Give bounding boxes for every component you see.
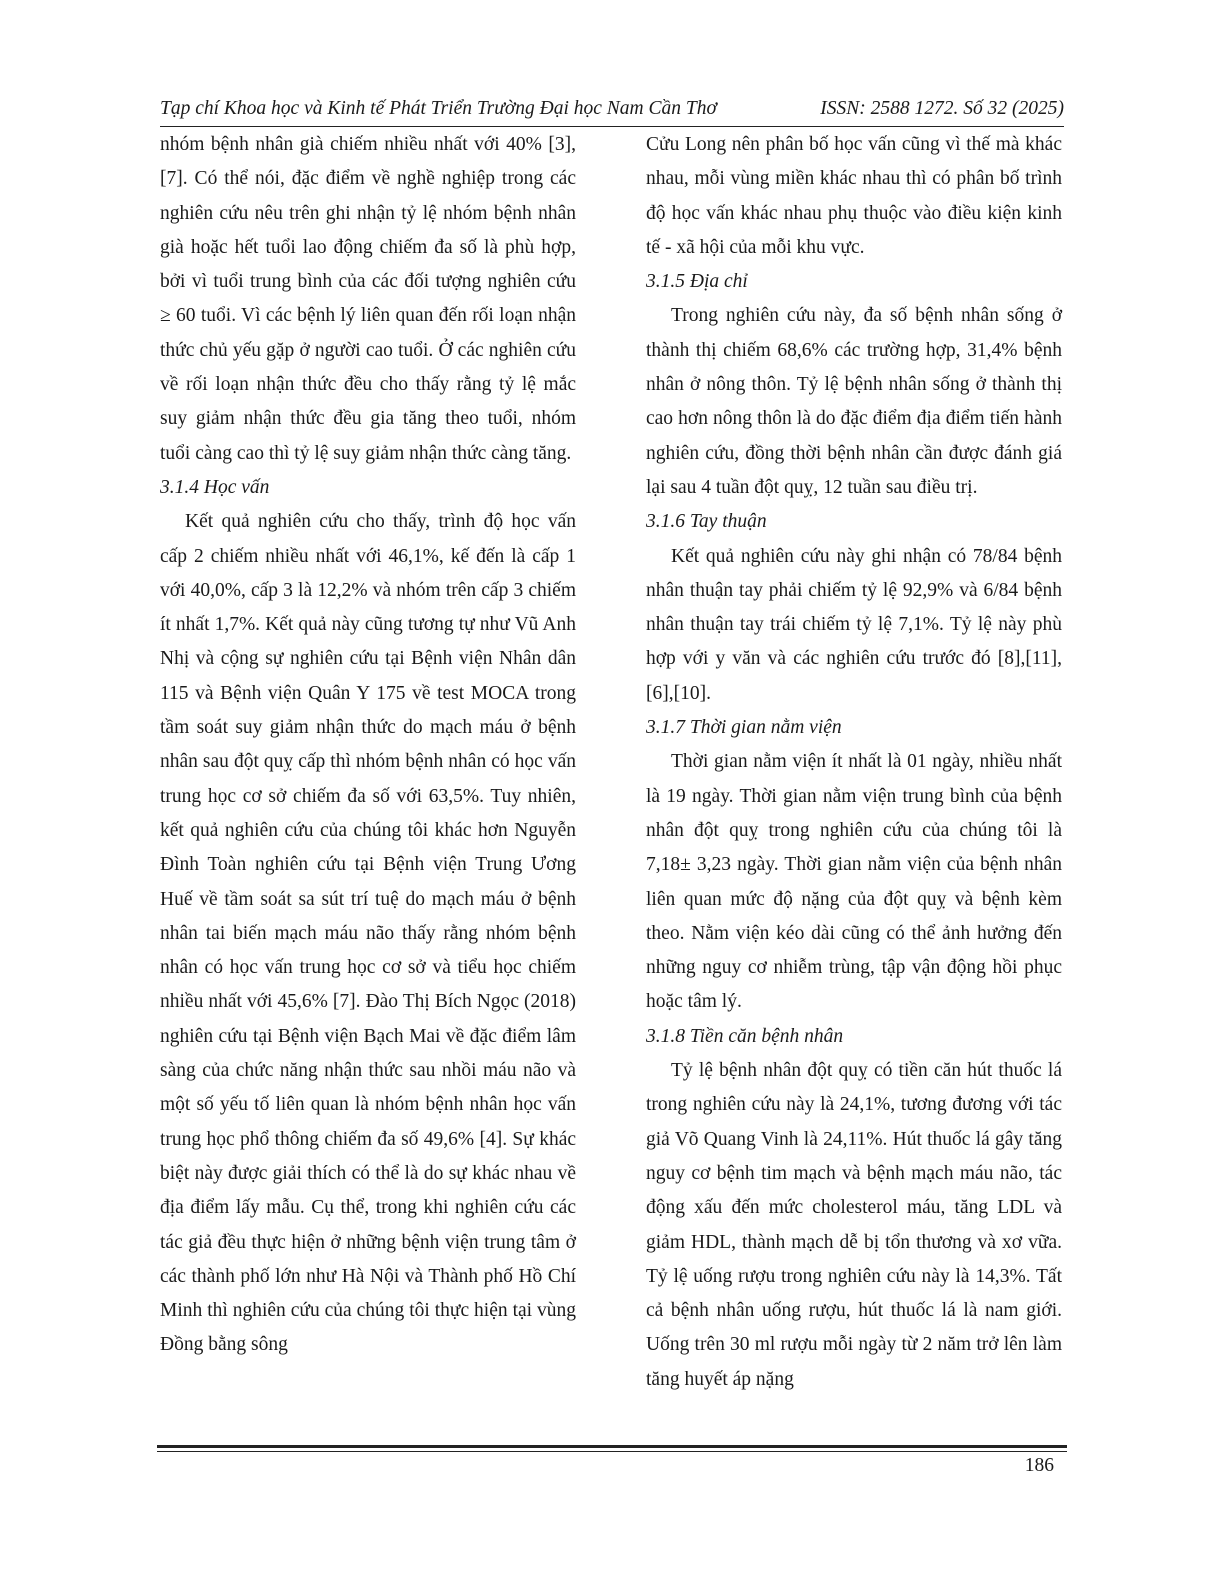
body-paragraph: Tỷ lệ bệnh nhân đột quỵ có tiền căn hút thuốc lá trong nghiên cứu này là 24,1%, tương đương với tác giả Võ Quang Vinh là 24,11%. Hút thuốc lá gây tăng nguy cơ bệnh tim mạch và bệnh mạch máu não, tác động xấu đến mức cholesterol máu, tăng LDL và giảm HDL, thành mạch dễ bị tổn thương và xơ vữa. Tỷ lệ uống rượu trong nghiên cứu này là 14,3%. Tất cả bệnh nhân uống rượu, hút thuốc lá là nam giới. Uống trên 30 ml rượu mỗi ngày từ 2 năm trở lên làm tăng huyết áp nặng bbox=[646, 1060, 1062, 1390]
section-heading: 3.1.8 Tiền căn bệnh nhân bbox=[646, 1025, 844, 1047]
page-number: 186 bbox=[1024, 1455, 1054, 1476]
section-heading: 3.1.4 Học vấn bbox=[160, 476, 270, 498]
body-paragraph: Trong nghiên cứu này, đa số bệnh nhân sống ở thành thị chiếm 68,6% các trường hợp, 31,4% bệnh nhân ở nông thôn. Tỷ lệ bệnh nhân sống ở thành thị cao hơn nông thôn là do đặc điểm địa điểm tiến hành nghiên cứu, đồng thời bệnh nhân cần được đánh giá lại sau 4 tuần đột quỵ, 12 tuần sau điều trị. bbox=[646, 305, 1062, 498]
left-column bbox=[160, 128, 576, 1363]
running-header bbox=[160, 94, 1064, 127]
body-paragraph: Thời gian nằm viện ít nhất là 01 ngày, nhiều nhất là 19 ngày. Thời gian nằm viện trung bình của bệnh nhân đột quỵ trong nghiên cứu của chúng tôi là 7,18± 3,23 ngày. Thời gian nằm viện của bệnh nhân liên quan mức độ nặng của đột quỵ và bệnh kèm theo. Nằm viện kéo dài cũng có thể ảnh hưởng đến những nguy cơ nhiễm trùng, tập vận động hồi phục hoặc tâm lý. bbox=[646, 751, 1062, 1013]
section-heading: 3.1.7 Thời gian nằm viện bbox=[646, 717, 842, 739]
section-heading: 3.1.6 Tay thuận bbox=[646, 511, 767, 533]
right-column bbox=[646, 128, 1062, 1397]
body-paragraph: Cửu Long nên phân bố học vấn cũng vì thế mà khác nhau, mỗi vùng miền khác nhau thì có phân bố trình độ học vấn khác nhau phụ thuộc vào điều kiện kinh tế - xã hội của mỗi khu vực. bbox=[646, 134, 1062, 258]
body-paragraph: Kết quả nghiên cứu này ghi nhận có 78/84 bệnh nhân thuận tay phải chiếm tỷ lệ 92,9% và 6/84 bệnh nhân thuận tay trái chiếm tỷ lệ 7,1%. Tỷ lệ này phù hợp với y văn và các nghiên cứu trước đó [8],[11],[6],[10]. bbox=[646, 545, 1062, 704]
body-paragraph: Kết quả nghiên cứu cho thấy, trình độ học vấn cấp 2 chiếm nhiều nhất với 46,1%, kế đến là cấp 1 với 40,0%, cấp 3 là 12,2% và nhóm trên cấp 3 chiếm ít nhất 1,7%. Kết quả này cũng tương tự như Vũ Anh Nhị và cộng sự nghiên cứu tại Bệnh viện Nhân dân 115 và Bệnh viện Quân Y 175 về test MOCA trong tầm soát suy giảm nhận thức do mạch máu ở bệnh nhân sau đột quỵ cấp thì nhóm bệnh nhân có học vấn trung học cơ sở chiếm đa số với 63,5%. Tuy nhiên, kết quả nghiên cứu của chúng tôi khác hơn Nguyễn Đình Toàn nghiên cứu tại Bệnh viện Trung Ương Huế về tầm soát sa sút trí tuệ do mạch máu ở bệnh nhân tai biến mạch máu não thấy rằng nhóm bệnh nhân có học vấn trung học cơ sở và tiểu học chiếm nhiều nhất với 45,6% [7]. Đào Thị Bích Ngọc (2018) nghiên cứu tại Bệnh viện Bạch Mai về đặc điểm lâm sàng của chức năng nhận thức sau nhồi máu não và một số yếu tố liên quan là nhóm bệnh nhân học vấn trung học phổ thông chiếm đa số 49,6% [4]. Sự khác biệt này được giải thích có thể là do sự khác nhau về địa điểm lấy mẫu. Cụ thể, trong khi nghiên cứu các tác giả đều thực hiện ở những bệnh viện trung tâm ở các thành phố lớn như Hà Nội và Thành phố Hồ Chí Minh thì nghiên cứu của chúng tôi thực hiện tại vùng Đồng bằng sông bbox=[160, 511, 576, 1356]
footer-rule bbox=[157, 1445, 1067, 1452]
body-paragraph: nhóm bệnh nhân già chiếm nhiều nhất với 40% [3],[7]. Có thể nói, đặc điểm về nghề nghiệp trong các nghiên cứu nêu trên ghi nhận tỷ lệ nhóm bệnh nhân già hoặc hết tuổi lao động chiếm đa số là phù hợp, bởi vì tuổi trung bình của các đối tượng nghiên cứu ≥ 60 tuổi. Vì các bệnh lý liên quan đến rối loạn nhận thức chủ yếu gặp ở người cao tuổi. Ở các nghiên cứu về rối loạn nhận thức đều cho thấy rằng tỷ lệ mắc suy giảm nhận thức đều gia tăng theo tuổi, nhóm tuổi càng cao thì tỷ lệ suy giảm nhận thức càng tăng. bbox=[160, 134, 576, 464]
section-heading: 3.1.5 Địa chỉ bbox=[646, 271, 748, 293]
journal-title: Tạp chí Khoa học và Kinh tế Phát Triển Trường Đại học Nam Cần Thơ bbox=[160, 98, 717, 119]
issn-issue: ISSN: 2588 1272. Số 32 (2025) bbox=[820, 98, 1064, 119]
